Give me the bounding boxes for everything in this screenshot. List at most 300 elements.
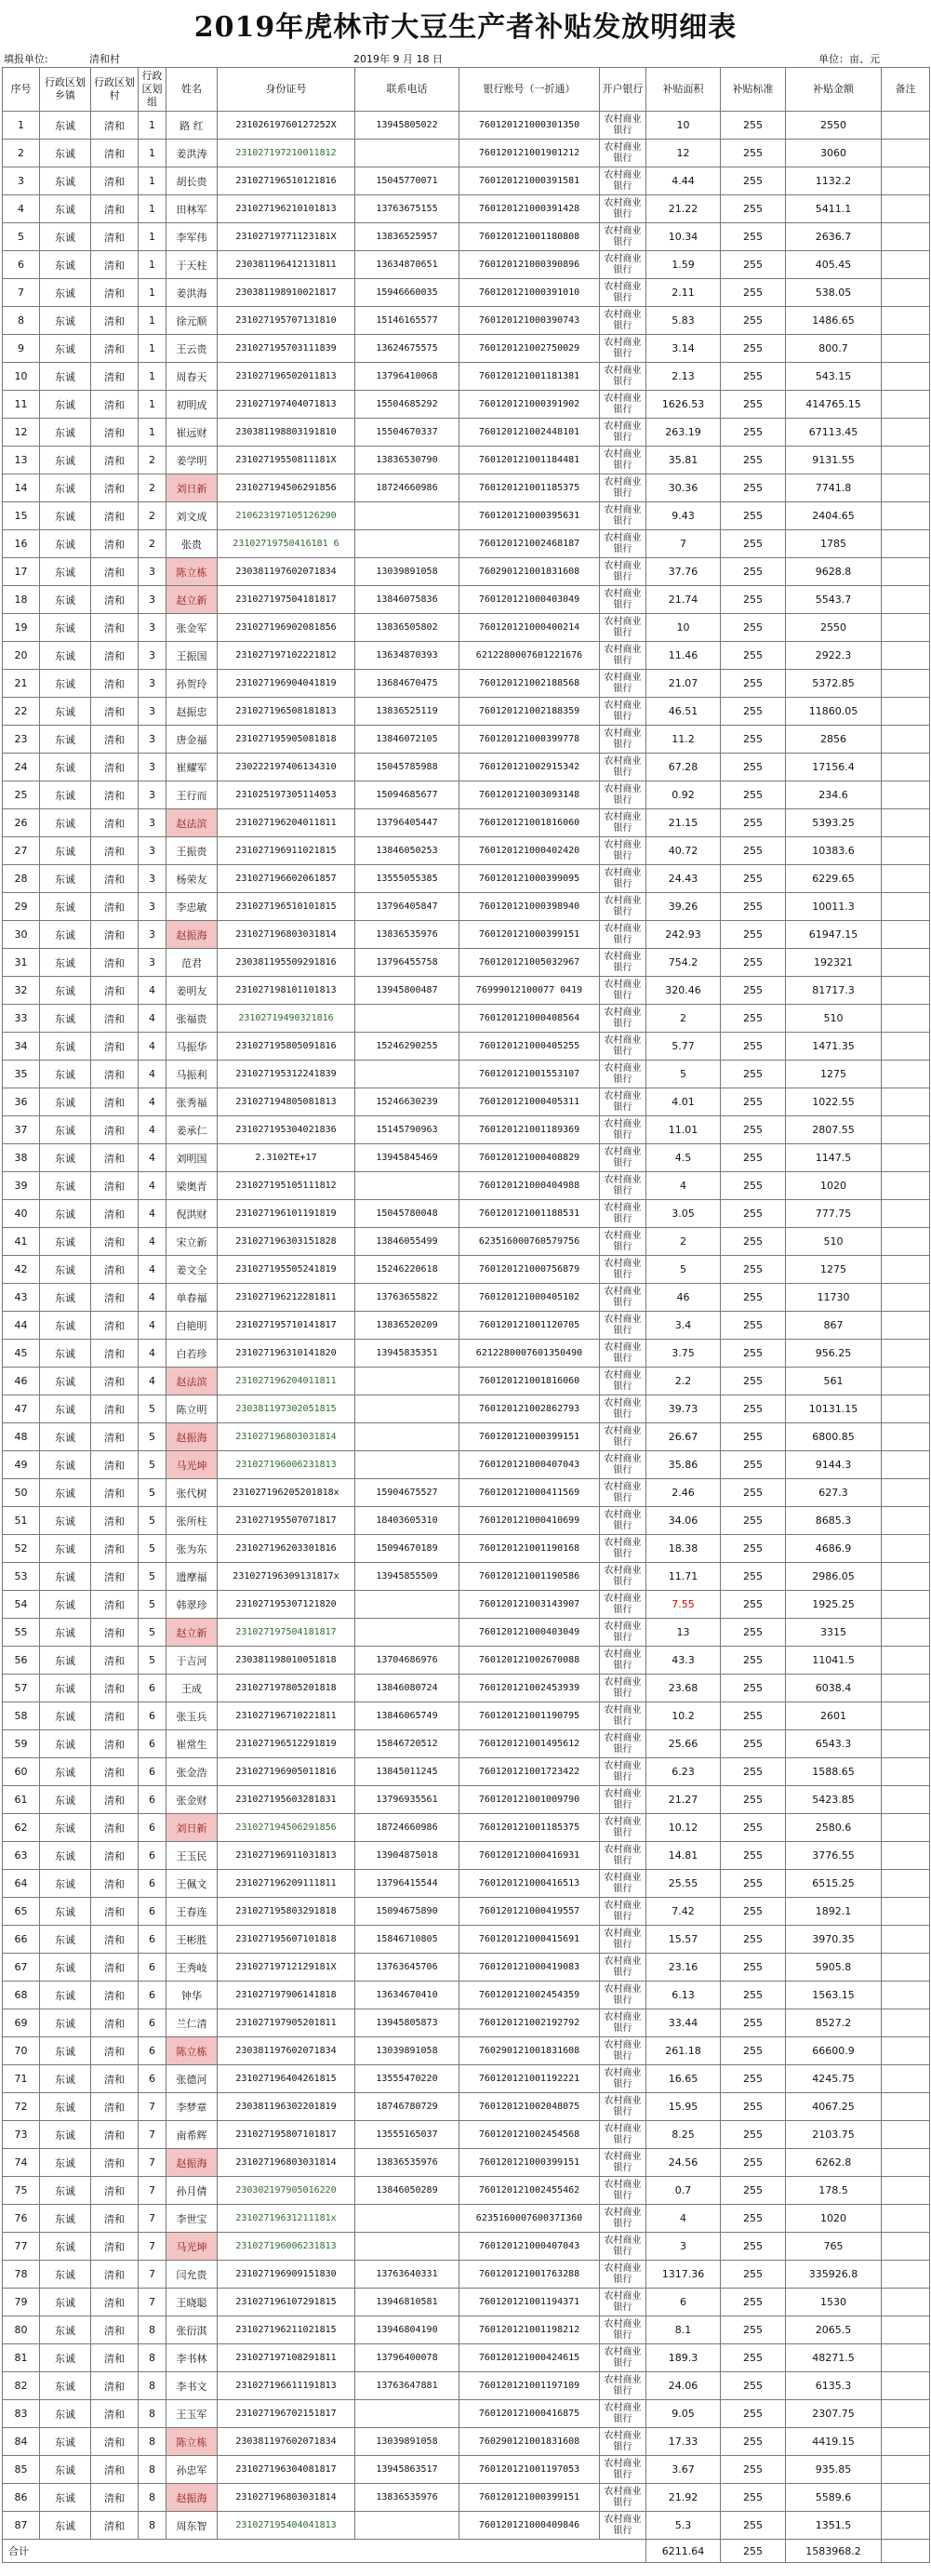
area-cell: 0.92 — [646, 781, 721, 809]
phone-cell: 13039891058 — [355, 558, 459, 586]
amount-cell: 2550 — [786, 112, 882, 140]
id-number-cell: 23102619760127252X — [218, 112, 355, 140]
area-cell: 33.44 — [646, 2009, 721, 2037]
seq-cell: 32 — [3, 977, 40, 1005]
area-cell: 9.05 — [646, 2400, 721, 2428]
amount-cell: 11041.5 — [786, 1647, 882, 1675]
area-cell: 67.28 — [646, 754, 721, 781]
name-cell: 周春天 — [166, 363, 218, 391]
table-row — [3, 1144, 930, 1172]
seq-cell: 43 — [3, 1284, 40, 1312]
table-row — [3, 2037, 930, 2065]
id-number-cell: 231027196209111811 — [218, 1870, 355, 1898]
rate-cell: 255 — [721, 754, 786, 781]
bank-account-cell: 760120121003143907 — [459, 1591, 600, 1619]
bank-cell: 农村商业银行 — [600, 1395, 646, 1423]
bank-cell: 农村商业银行 — [600, 2428, 646, 2456]
phone-cell: 13836525957 — [355, 223, 459, 251]
amount-cell: 10131.15 — [786, 1395, 882, 1423]
area-cell: 0.7 — [646, 2177, 721, 2205]
group-cell: 3 — [139, 642, 166, 670]
bank-account-cell: 760120121000403049 — [459, 586, 600, 614]
bank-cell: 农村商业银行 — [600, 140, 646, 167]
bank-account-cell: 760120121001763288 — [459, 2261, 600, 2289]
table-row — [3, 2121, 930, 2149]
seq-cell: 38 — [3, 1144, 40, 1172]
remark-cell — [882, 2233, 930, 2261]
bank-cell: 农村商业银行 — [600, 977, 646, 1005]
name-cell: 赵法滨 — [166, 1368, 218, 1395]
table-row — [3, 2484, 930, 2512]
phone-cell: 18724660986 — [355, 474, 459, 502]
bank-cell: 农村商业银行 — [600, 419, 646, 447]
id-number-cell: 231027196904041819 — [218, 670, 355, 698]
id-number-cell: 231027195312241839 — [218, 1061, 355, 1088]
phone-cell — [355, 1395, 459, 1423]
township-cell: 东诚 — [40, 1675, 91, 1702]
amount-cell: 5423.85 — [786, 1786, 882, 1814]
name-cell: 王秀岐 — [166, 1954, 218, 1982]
group-cell: 8 — [139, 2428, 166, 2456]
area-cell: 15.57 — [646, 1926, 721, 1954]
remark-cell — [882, 977, 930, 1005]
seq-cell: 1 — [3, 112, 40, 140]
name-cell: 钟华 — [166, 1982, 218, 2009]
amount-cell: 10011.3 — [786, 893, 882, 921]
village-cell: 清和 — [91, 781, 139, 809]
area-cell: 21.22 — [646, 195, 721, 223]
remark-cell — [882, 1228, 930, 1256]
amount-cell: 1925.25 — [786, 1591, 882, 1619]
area-cell: 24.06 — [646, 2372, 721, 2400]
township-cell: 东诚 — [40, 279, 91, 307]
village-cell: 清和 — [91, 2512, 139, 2540]
rate-cell: 255 — [721, 335, 786, 363]
bank-cell: 农村商业银行 — [600, 1870, 646, 1898]
table-row — [3, 1954, 930, 1982]
group-cell: 5 — [139, 1535, 166, 1563]
amount-cell: 6135.3 — [786, 2372, 882, 2400]
amount-cell: 1147.5 — [786, 1144, 882, 1172]
remark-cell — [882, 140, 930, 167]
group-cell: 4 — [139, 1033, 166, 1061]
id-number-cell: 230381197602071834 — [218, 2428, 355, 2456]
township-cell: 东诚 — [40, 837, 91, 865]
table-row — [3, 1507, 930, 1535]
area-cell: 4.5 — [646, 1144, 721, 1172]
rate-cell: 255 — [721, 363, 786, 391]
col-amount-header: 补贴金额 — [786, 68, 882, 112]
bank-cell: 农村商业银行 — [600, 949, 646, 977]
total-rate: 255 — [721, 2540, 786, 2563]
rate-cell: 255 — [721, 921, 786, 949]
remark-cell — [882, 167, 930, 195]
group-cell: 8 — [139, 2400, 166, 2428]
table-row — [3, 1730, 930, 1758]
id-number-cell: 23102719750416181 6 — [218, 530, 355, 558]
name-cell: 赵立新 — [166, 586, 218, 614]
table-row — [3, 419, 930, 447]
area-cell: 14.81 — [646, 1842, 721, 1870]
township-cell: 东诚 — [40, 1340, 91, 1368]
rate-cell: 255 — [721, 502, 786, 530]
township-cell: 东诚 — [40, 2372, 91, 2400]
seq-cell: 13 — [3, 447, 40, 474]
village-cell: 清和 — [91, 1982, 139, 2009]
table-row — [3, 2289, 930, 2316]
rate-cell: 255 — [721, 865, 786, 893]
group-cell: 4 — [139, 1172, 166, 1200]
col-bank-account-header: 银行账号（一折通） — [459, 68, 600, 112]
rate-cell: 255 — [721, 2121, 786, 2149]
table-row — [3, 1228, 930, 1256]
remark-cell — [882, 1702, 930, 1730]
units-note: 单位：亩、元 — [818, 53, 880, 65]
remark-cell — [882, 1814, 930, 1842]
col-name-header: 姓名 — [166, 68, 218, 112]
village-cell: 清和 — [91, 1591, 139, 1619]
area-cell: 37.76 — [646, 558, 721, 586]
area-cell: 4.01 — [646, 1088, 721, 1116]
id-number-cell: 231027197504181817 — [218, 1619, 355, 1647]
area-cell: 5.77 — [646, 1033, 721, 1061]
remark-cell — [882, 1368, 930, 1395]
name-cell: 赵振海 — [166, 1423, 218, 1451]
bank-cell: 农村商业银行 — [600, 754, 646, 781]
remark-cell — [882, 2512, 930, 2540]
name-cell: 唐金福 — [166, 726, 218, 754]
id-number-cell: 2.3102TE+17 — [218, 1144, 355, 1172]
village-cell: 清和 — [91, 1842, 139, 1870]
township-cell: 东诚 — [40, 2456, 91, 2484]
area-cell: 2.13 — [646, 363, 721, 391]
group-cell: 1 — [139, 335, 166, 363]
amount-cell: 867 — [786, 1312, 882, 1340]
bank-cell: 农村商业银行 — [600, 251, 646, 279]
group-cell: 5 — [139, 1563, 166, 1591]
phone-cell: 18746780729 — [355, 2093, 459, 2121]
table-row — [3, 391, 930, 419]
area-cell: 3.75 — [646, 1340, 721, 1368]
phone-cell — [355, 1061, 459, 1088]
seq-cell: 69 — [3, 2009, 40, 2037]
township-cell: 东诚 — [40, 1647, 91, 1675]
amount-cell: 2103.75 — [786, 2121, 882, 2149]
rate-cell: 255 — [721, 474, 786, 502]
remark-cell — [882, 1451, 930, 1479]
page-title: 2019年虎林市大豆生产者补贴发放明细表 — [193, 11, 738, 44]
remark-cell — [882, 2037, 930, 2065]
table-row — [3, 893, 930, 921]
rate-cell: 255 — [721, 1423, 786, 1451]
remark-cell — [882, 391, 930, 419]
group-cell: 6 — [139, 1814, 166, 1842]
amount-cell: 5589.6 — [786, 2484, 882, 2512]
amount-cell: 414765.15 — [786, 391, 882, 419]
name-cell: 张玉兵 — [166, 1702, 218, 1730]
bank-account-cell: 760120121001197053 — [459, 2456, 600, 2484]
seq-cell: 57 — [3, 1675, 40, 1702]
bank-account-cell: 760120121002455462 — [459, 2177, 600, 2205]
area-cell: 21.92 — [646, 2484, 721, 2512]
phone-cell: 13763647881 — [355, 2372, 459, 2400]
id-number-cell: 231025197305114053 — [218, 781, 355, 809]
id-number-cell: 231027194805081813 — [218, 1088, 355, 1116]
area-cell: 3.05 — [646, 1200, 721, 1228]
seq-cell: 77 — [3, 2233, 40, 2261]
village-cell: 清和 — [91, 2205, 139, 2233]
id-number-cell: 231027194506291856 — [218, 474, 355, 502]
seq-cell: 58 — [3, 1702, 40, 1730]
group-cell: 4 — [139, 977, 166, 1005]
area-cell: 5 — [646, 1256, 721, 1284]
area-cell: 24.56 — [646, 2149, 721, 2177]
rate-cell: 255 — [721, 642, 786, 670]
bank-account-cell: 623516000760037I360 — [459, 2205, 600, 2233]
id-number-cell: 230381196412131811 — [218, 251, 355, 279]
bank-cell: 农村商业银行 — [600, 1758, 646, 1786]
table-row — [3, 2261, 930, 2289]
bank-cell: 农村商业银行 — [600, 2316, 646, 2344]
bank-cell: 农村商业银行 — [600, 1954, 646, 1982]
table-row — [3, 2149, 930, 2177]
rate-cell: 255 — [721, 2093, 786, 2121]
id-number-cell: 23102719771123181X — [218, 223, 355, 251]
bank-cell: 农村商业银行 — [600, 670, 646, 698]
seq-cell: 20 — [3, 642, 40, 670]
rate-cell: 255 — [721, 1340, 786, 1368]
bank-cell: 农村商业银行 — [600, 2121, 646, 2149]
area-cell: 13 — [646, 1619, 721, 1647]
group-cell: 4 — [139, 1340, 166, 1368]
name-cell: 孙忠军 — [166, 2456, 218, 2484]
phone-cell: 18403605310 — [355, 1507, 459, 1535]
area-cell: 3.67 — [646, 2456, 721, 2484]
amount-cell: 192321 — [786, 949, 882, 977]
name-cell: 张为东 — [166, 1535, 218, 1563]
id-number-cell: 231027195603281831 — [218, 1786, 355, 1814]
group-cell: 5 — [139, 1479, 166, 1507]
group-cell: 6 — [139, 1758, 166, 1786]
seq-cell: 52 — [3, 1535, 40, 1563]
rate-cell: 255 — [721, 251, 786, 279]
phone-cell: 15146165577 — [355, 307, 459, 335]
amount-cell: 2404.65 — [786, 502, 882, 530]
seq-cell: 41 — [3, 1228, 40, 1256]
seq-cell: 86 — [3, 2484, 40, 2512]
name-cell: 于天柱 — [166, 251, 218, 279]
village-cell: 清和 — [91, 419, 139, 447]
township-cell: 东诚 — [40, 223, 91, 251]
group-cell: 6 — [139, 2009, 166, 2037]
name-cell: 王振国 — [166, 642, 218, 670]
rate-cell: 255 — [721, 1619, 786, 1647]
bank-account-cell: 760120121000395631 — [459, 502, 600, 530]
col-remark-header: 备注 — [882, 68, 930, 112]
area-cell: 1626.53 — [646, 391, 721, 419]
township-cell: 东诚 — [40, 1926, 91, 1954]
table-row — [3, 195, 930, 223]
phone-cell — [355, 1451, 459, 1479]
group-cell: 3 — [139, 586, 166, 614]
township-cell: 东诚 — [40, 1368, 91, 1395]
township-cell: 东诚 — [40, 1423, 91, 1451]
bank-account-cell: 760120121000390743 — [459, 307, 600, 335]
bank-account-cell: 760290121001831608 — [459, 558, 600, 586]
bank-account-cell: 760120121000391902 — [459, 391, 600, 419]
name-cell: 张金军 — [166, 614, 218, 642]
area-cell: 11.01 — [646, 1116, 721, 1144]
phone-cell: 18724660986 — [355, 1814, 459, 1842]
seq-cell: 36 — [3, 1088, 40, 1116]
township-cell: 东诚 — [40, 1451, 91, 1479]
bank-account-cell: 760120121003093148 — [459, 781, 600, 809]
phone-cell: 13945855509 — [355, 1563, 459, 1591]
village-cell: 清和 — [91, 1814, 139, 1842]
name-cell: 陈立明 — [166, 1395, 218, 1423]
remark-cell — [882, 781, 930, 809]
seq-cell: 64 — [3, 1870, 40, 1898]
name-cell: 王行而 — [166, 781, 218, 809]
seq-cell: 12 — [3, 419, 40, 447]
village-cell: 清和 — [91, 1228, 139, 1256]
table-row — [3, 307, 930, 335]
bank-account-cell: 760120121001190168 — [459, 1535, 600, 1563]
village-cell: 清和 — [91, 279, 139, 307]
seq-cell: 60 — [3, 1758, 40, 1786]
group-cell: 2 — [139, 530, 166, 558]
bank-account-cell: 760120121002188359 — [459, 698, 600, 726]
village-cell: 清和 — [91, 1451, 139, 1479]
id-number-cell: 231027197805201818 — [218, 1675, 355, 1702]
table-row — [3, 642, 930, 670]
township-cell: 东诚 — [40, 1702, 91, 1730]
bank-account-cell: 760120121001180808 — [459, 223, 600, 251]
table-row — [3, 1786, 930, 1814]
area-cell: 4 — [646, 1172, 721, 1200]
area-cell: 21.15 — [646, 809, 721, 837]
table-row — [3, 251, 930, 279]
name-cell: 赵振海 — [166, 2484, 218, 2512]
group-cell: 1 — [139, 307, 166, 335]
table-row — [3, 1395, 930, 1423]
township-cell: 东诚 — [40, 698, 91, 726]
bank-cell: 农村商业银行 — [600, 279, 646, 307]
area-cell: 21.74 — [646, 586, 721, 614]
table-row — [3, 279, 930, 307]
village-cell: 清和 — [91, 1368, 139, 1395]
rate-cell: 255 — [721, 2344, 786, 2372]
seq-cell: 78 — [3, 2261, 40, 2289]
bank-account-cell: 760120121000411569 — [459, 1479, 600, 1507]
village-cell: 清和 — [91, 698, 139, 726]
group-cell: 6 — [139, 1954, 166, 1982]
area-cell: 2.2 — [646, 1368, 721, 1395]
group-cell: 7 — [139, 2233, 166, 2261]
unit-label: 填报单位: — [4, 53, 48, 65]
name-cell: 张秀福 — [166, 1088, 218, 1116]
area-cell: 16.65 — [646, 2065, 721, 2093]
phone-cell: 13846055499 — [355, 1228, 459, 1256]
id-number-cell: 231027196310141820 — [218, 1340, 355, 1368]
amount-cell: 5393.25 — [786, 809, 882, 837]
bank-cell: 农村商业银行 — [600, 2372, 646, 2400]
bank-account-cell: 760120121000416931 — [459, 1842, 600, 1870]
area-cell: 3.4 — [646, 1312, 721, 1340]
table-row — [3, 1982, 930, 2009]
name-cell: 张贵 — [166, 530, 218, 558]
table-row — [3, 2205, 930, 2233]
bank-cell: 农村商业银行 — [600, 1898, 646, 1926]
phone-cell: 15504685292 — [355, 391, 459, 419]
township-cell: 东诚 — [40, 1730, 91, 1758]
table-row — [3, 726, 930, 754]
phone-cell: 13555470220 — [355, 2065, 459, 2093]
remark-cell — [882, 837, 930, 865]
rate-cell: 255 — [721, 1675, 786, 1702]
village-cell: 清和 — [91, 1870, 139, 1898]
rate-cell: 255 — [721, 977, 786, 1005]
township-cell: 东诚 — [40, 1116, 91, 1144]
report-date: 2019年 9 月 18 日 — [353, 53, 443, 65]
area-cell: 11.2 — [646, 726, 721, 754]
bank-account-cell: 760120121000301350 — [459, 112, 600, 140]
area-cell: 5 — [646, 1061, 721, 1088]
area-cell: 35.81 — [646, 447, 721, 474]
subsidy-table — [2, 67, 930, 2563]
township-cell: 东诚 — [40, 167, 91, 195]
amount-cell: 3315 — [786, 1619, 882, 1647]
area-cell: 1.59 — [646, 251, 721, 279]
amount-cell: 6800.85 — [786, 1423, 882, 1451]
bank-cell: 农村商业银行 — [600, 2205, 646, 2233]
village-cell: 清和 — [91, 167, 139, 195]
bank-cell: 农村商业银行 — [600, 1228, 646, 1256]
township-cell: 东诚 — [40, 251, 91, 279]
village-cell: 清和 — [91, 1926, 139, 1954]
seq-cell: 27 — [3, 837, 40, 865]
name-cell: 姜洪海 — [166, 279, 218, 307]
bank-account-cell: 760120121000415691 — [459, 1926, 600, 1954]
seq-cell: 45 — [3, 1340, 40, 1368]
rate-cell: 255 — [721, 279, 786, 307]
area-cell: 30.36 — [646, 474, 721, 502]
group-cell: 6 — [139, 1870, 166, 1898]
township-cell: 东诚 — [40, 2037, 91, 2065]
bank-cell: 农村商业银行 — [600, 2484, 646, 2512]
name-cell: 孙月倩 — [166, 2177, 218, 2205]
id-number-cell: 231027196611191813 — [218, 2372, 355, 2400]
phone-cell — [355, 1368, 459, 1395]
amount-cell: 2065.5 — [786, 2316, 882, 2344]
table-row — [3, 1870, 930, 1898]
remark-cell — [882, 1256, 930, 1284]
group-cell: 4 — [139, 1116, 166, 1144]
seq-cell: 2 — [3, 140, 40, 167]
bank-cell: 农村商业银行 — [600, 1423, 646, 1451]
bank-account-cell: 760120121001188531 — [459, 1200, 600, 1228]
table-header — [3, 68, 930, 112]
amount-cell: 765 — [786, 2233, 882, 2261]
village-cell: 清和 — [91, 2009, 139, 2037]
rate-cell: 255 — [721, 1395, 786, 1423]
village-cell: 清和 — [91, 1144, 139, 1172]
seq-cell: 34 — [3, 1033, 40, 1061]
township-cell: 东诚 — [40, 363, 91, 391]
id-number-cell: 231027196304081817 — [218, 2456, 355, 2484]
group-cell: 7 — [139, 2261, 166, 2289]
name-cell: 马振利 — [166, 1061, 218, 1088]
